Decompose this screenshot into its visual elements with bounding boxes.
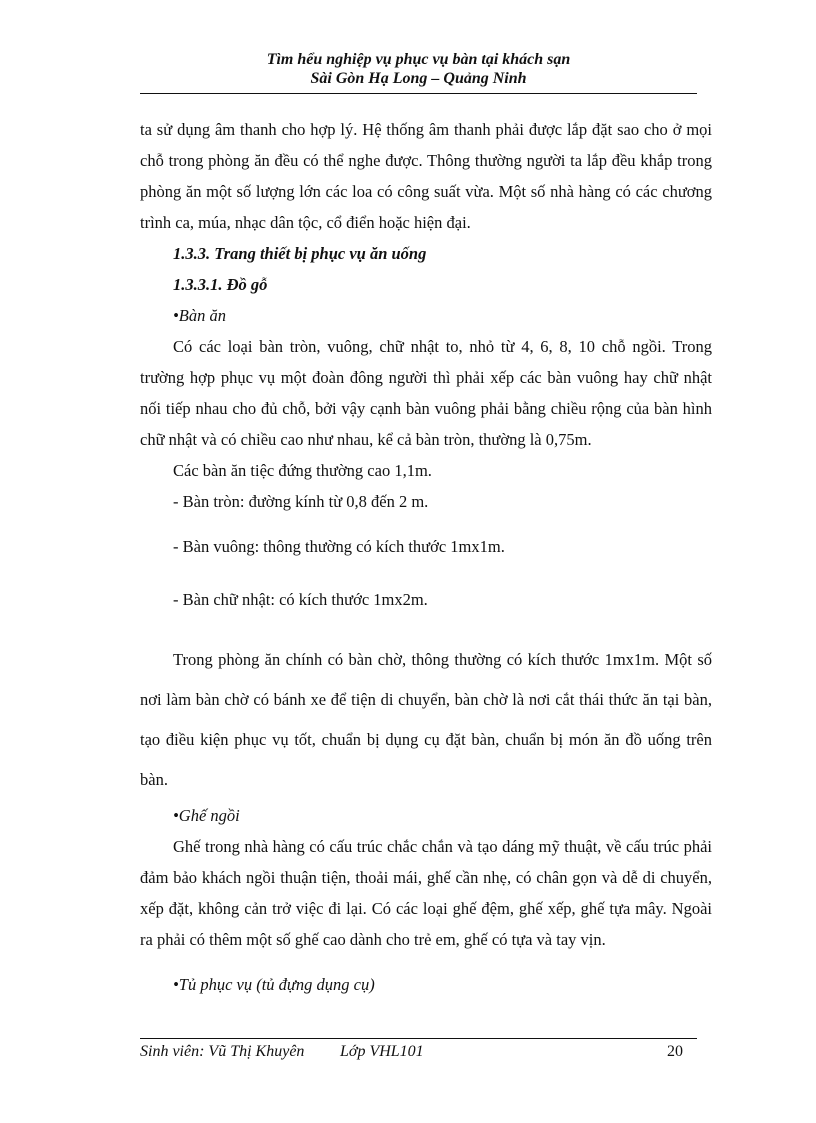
- list-item-rectangular-table: - Bàn chữ nhật: có kích thước 1mx2m.: [173, 590, 428, 609]
- bullet-label: Bàn ăn: [178, 306, 226, 325]
- footer-class: Lớp VHL101: [340, 1043, 424, 1060]
- header-title-line-2: Sài Gòn Hạ Long – Quảng Ninh: [310, 70, 527, 87]
- paragraph-sound-system: ta sử dụng âm thanh cho hợp lý. Hệ thống âm thanh phải được lắp đặt sao cho ở mọi chỗ trong phòng ăn đều có thể nghe được. Thông thường người ta lắp đều khắp trong phòng ăn một số lượng lớn các loa có công suất vừa. Một số nhà hàng có các chương trình ca, múa, nhạc dân tộc, cổ điển hoặc hiện đại.: [140, 120, 712, 232]
- bullet-icon: •: [173, 975, 179, 994]
- bullet-icon: •: [173, 806, 179, 825]
- bullet-label: Tủ phục vụ (tủ đựng dụng cụ): [178, 975, 375, 994]
- paragraph-chairs: Ghế trong nhà hàng có cấu trúc chắc chắn và tạo dáng mỹ thuật, về cấu trúc phải đảm bảo khách ngồi thuận tiện, thoải mái, ghế cần nhẹ, có chân gọn và dễ di chuyển, xếp đặt, không cản trở việc đi lại. Có các loại ghế đệm, ghế xếp, ghế tựa mây. Ngoài ra phải có thêm một số ghế cao dành cho trẻ em, ghế có tựa và tay vịn.: [140, 837, 712, 949]
- footer-divider: [140, 1038, 697, 1039]
- page-number: 20: [667, 1043, 683, 1060]
- bullet-item-cabinet: [140, 969, 712, 1000]
- footer-student-name: Sinh viên: Vũ Thị Khuyên: [140, 1043, 305, 1060]
- page-body: [140, 114, 712, 1000]
- bullet-icon: •: [173, 306, 179, 325]
- paragraph-waiting-table: Trong phòng ăn chính có bàn chờ, thông thường có kích thước 1mx1m. Một số nơi làm bàn chờ có bánh xe để tiện di chuyển, bàn chờ là nơi cắt thái thức ăn tại bàn, tạo điều kiện phục vụ tốt, chuẩn bị dụng cụ đặt bàn, chuẩn bị món ăn đồ uống trên bàn.: [140, 650, 712, 789]
- paragraph-table-types: Có các loại bàn tròn, vuông, chữ nhật to, nhỏ từ 4, 6, 8, 10 chỗ ngồi. Trong trường hợp phục vụ một đoàn đông người thì phải xếp các bàn vuông hay chữ nhật nối tiếp nhau cho đủ chỗ, bởi vậy cạnh bàn vuông phải bằng chiều rộng của bàn hình chữ nhật và có chiều cao như nhau, kể cả bàn tròn, thường là 0,75m.: [140, 337, 712, 449]
- bullet-item-chairs: [140, 800, 712, 831]
- paragraph-standing-tables: Các bàn ăn tiệc đứng thường cao 1,1m.: [173, 461, 432, 480]
- subsection-heading: 1.3.3.1. Đồ gỗ: [173, 275, 268, 294]
- header-title-line-1: Tìm hểu nghiệp vụ phục vụ bàn tại khách sạn: [266, 51, 571, 68]
- bullet-label: Ghế ngồi: [178, 806, 240, 825]
- page-header: [140, 50, 697, 88]
- bullet-item-tables: [140, 300, 712, 331]
- list-item-square-table: - Bàn vuông: thông thường có kích thước 1mx1m.: [173, 537, 505, 556]
- list-item-round-table: - Bàn tròn: đường kính từ 0,8 đến 2 m.: [173, 492, 429, 511]
- header-divider: [140, 93, 697, 94]
- section-heading: 1.3.3. Trang thiết bị phục vụ ăn uống: [173, 244, 427, 263]
